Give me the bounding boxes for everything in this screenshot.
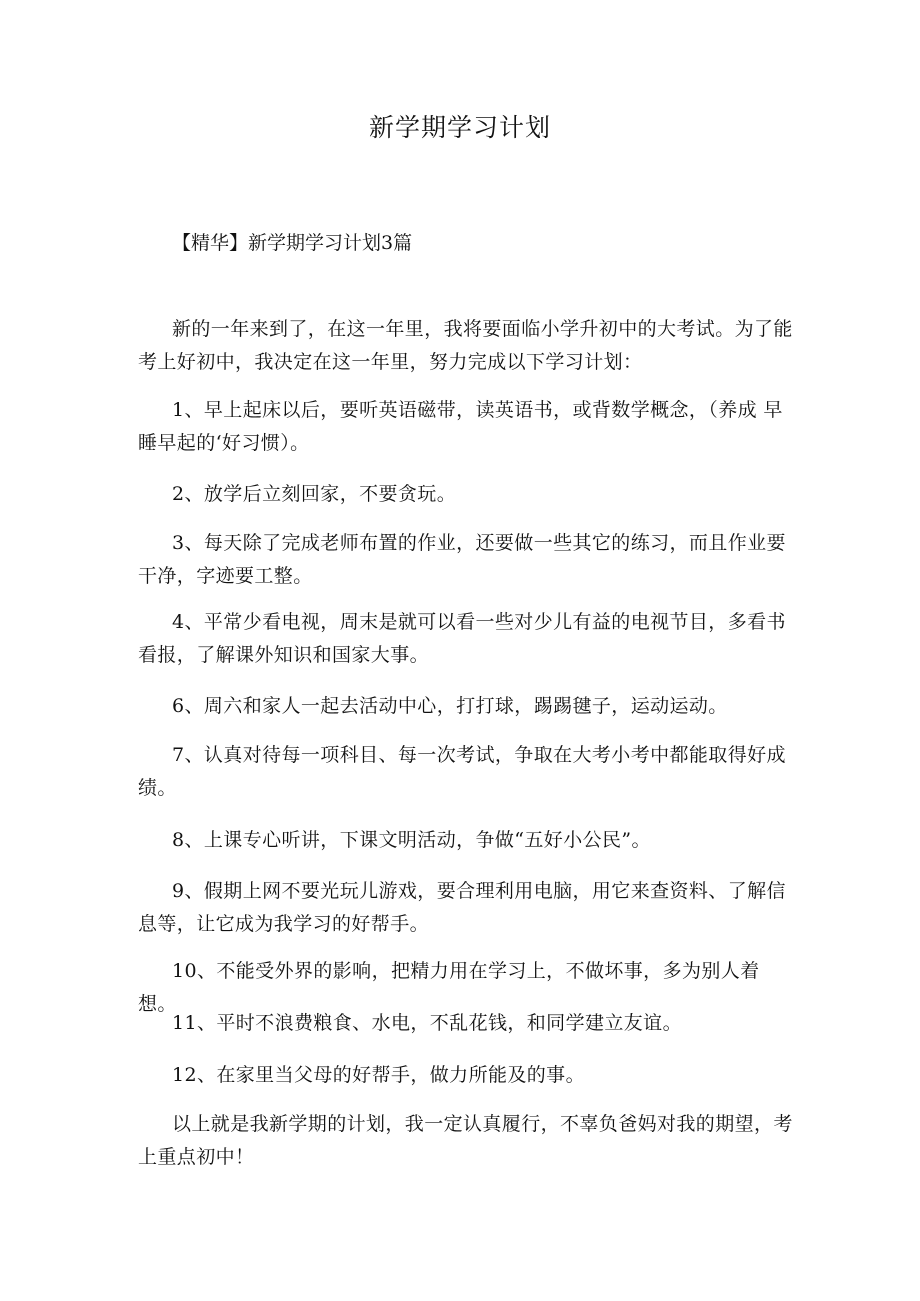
plan-item-10: 10、不能受外界的影响，把精力用在学习上，不做坏事，多为别人着想。 [138, 960, 760, 1015]
plan-item-12: 12、在家里当父母的好帮手，做力所能及的事。 [172, 1064, 585, 1086]
plan-item-4: 4、平常少看电视，周末是就可以看一些对少儿有益的电视节目，多看书看报，了解课外知识和国家大事。 [138, 611, 786, 666]
plan-item-3: 3、每天除了完成老师布置的作业，还要做一些其它的练习，而且作业要干净，字迹要工整。 [138, 532, 786, 587]
plan-item-9: 9、假期上网不要光玩儿游戏，要合理利用电脑，用它来查资料、了解信息等，让它成为我学习的好帮手。 [138, 880, 786, 935]
plan-item-11: 11、平时不浪费粮食、水电，不乱花钱，和同学建立友谊。 [172, 1012, 682, 1034]
plan-item-1: 1、早上起床以后，要听英语磁带，读英语书，或背数学概念，（养成 早睡早起的‘好习惯）。 [138, 399, 783, 454]
plan-item-2: 2、放学后立刻回家，不要贪玩。 [172, 483, 457, 505]
plan-item-7: 7、认真对待每一项科目、每一次考试，争取在大考小考中都能取得好成绩。 [138, 744, 786, 799]
plan-item-6: 6、周六和家人一起去活动中心，打打球，踢踢毽子，运动运动。 [172, 695, 728, 717]
plan-item-8: 8、上课专心听讲，下课文明活动，争做“五好小公民”。 [172, 829, 651, 851]
document-title: 新学期学习计划 [368, 113, 551, 142]
paragraph-intro: 新的一年来到了，在这一年里，我将要面临小学升初中的大考试。为了能考上好初中，我决定在这一年里，努力完成以下学习计划： [138, 318, 793, 373]
document-subtitle: 【精华】新学期学习计划3篇 [172, 232, 413, 254]
paragraph-conclusion: 以上就是我新学期的计划，我一定认真履行，不辜负爸妈对我的期望，考上重点初中！ [138, 1113, 793, 1168]
